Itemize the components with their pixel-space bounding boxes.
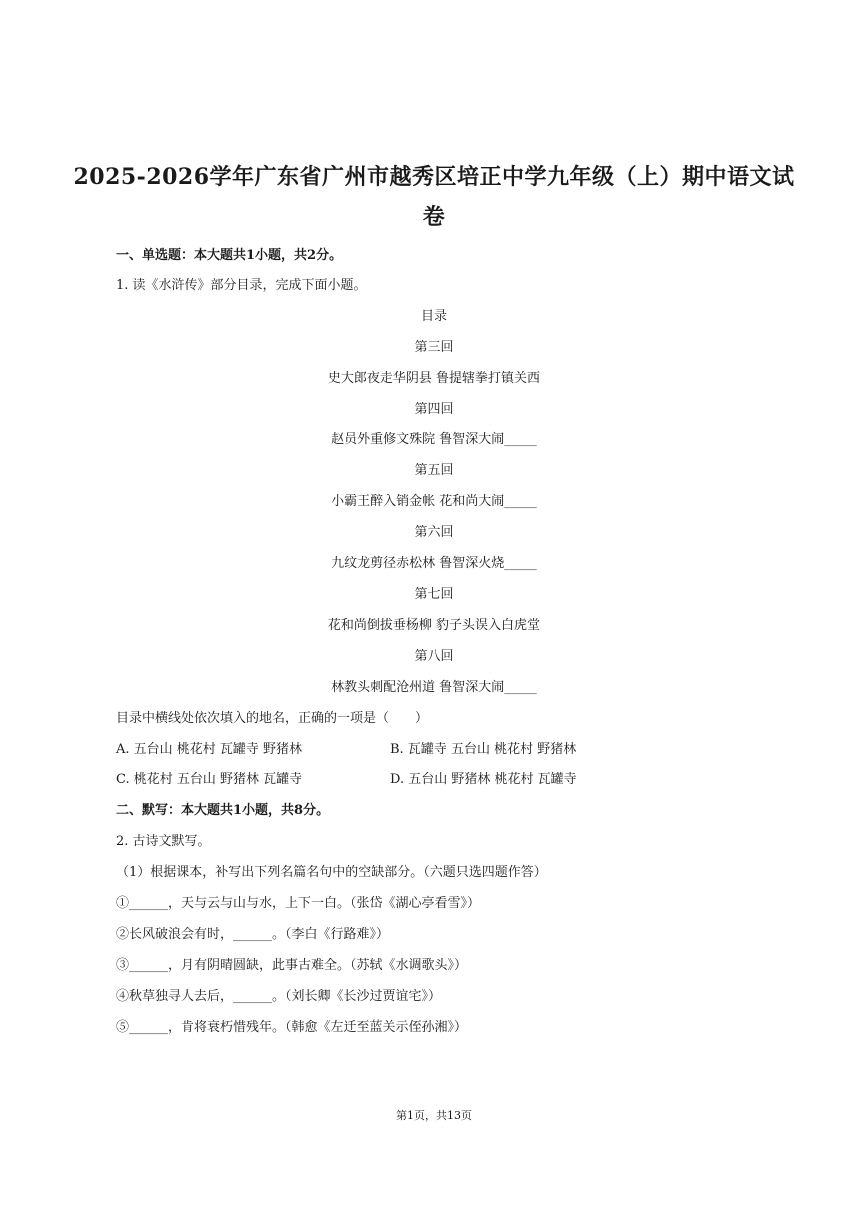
q2-sub1: （1）根据课本，补写出下列名篇名句中的空缺部分。（六题只选四题作答）	[116, 865, 547, 880]
toc-title-4: 赵员外重修文殊院 鲁智深大闹_____	[331, 432, 537, 447]
q2-item-5: ⑤______，肯将衰朽惜残年。（韩愈《左迁至蓝关示侄孙湘》）	[116, 1020, 468, 1035]
q2-item-2: ②长风破浪会有时，______。（李白《行路难》）	[116, 927, 390, 942]
q1-stem: 1. 读《水浒传》部分目录，完成下面小题。	[116, 278, 367, 293]
page-title-line2: 卷	[422, 204, 446, 230]
q2-item-4: ④秋草独寻人去后，______。（刘长卿《长沙过贾谊宅》）	[116, 989, 442, 1004]
toc-chapter-6: 第六回	[414, 525, 454, 540]
toc-title-8: 林教头刺配沧州道 鲁智深大闹_____	[331, 680, 537, 695]
toc-chapter-7: 第七回	[414, 587, 454, 602]
q2-item-3: ③______，月有阴晴圆缺，此事古难全。（苏轼《水调歌头》）	[116, 958, 468, 973]
toc-chapter-4: 第四回	[414, 402, 454, 417]
toc-title-5: 小霸王醉入销金帐 花和尚大闹_____	[331, 494, 537, 509]
toc-title-6: 九纹龙剪径赤松林 鲁智深火烧_____	[331, 556, 537, 571]
q2-stem: 2. 古诗文默写。	[116, 834, 211, 849]
toc-heading: 目录	[420, 309, 447, 324]
toc-chapter-5: 第五回	[414, 463, 454, 478]
option-b: B. 瓦罐寺 五台山 桃花村 野猪林	[390, 742, 577, 757]
section2-heading: 二、默写：本大题共1小题，共8分。	[116, 803, 330, 818]
toc-chapter-3: 第三回	[414, 340, 454, 355]
toc-title-7: 花和尚倒拔垂杨柳 豹子头误入白虎堂	[327, 618, 541, 633]
q1-question: 目录中横线处依次填入的地名，正确的一项是（ ）	[116, 711, 429, 726]
page-title: 2025-2026学年广东省广州市越秀区培正中学九年级（上）期中语文试	[73, 164, 795, 190]
option-d: D. 五台山 野猪林 桃花村 瓦罐寺	[390, 772, 577, 787]
option-c: C. 桃花村 五台山 野猪林 瓦罐寺	[116, 772, 303, 787]
section1-heading: 一、单选题：本大题共1小题，共2分。	[116, 248, 343, 263]
option-a: A. 五台山 桃花村 瓦罐寺 野猪林	[116, 742, 303, 757]
toc-title-3: 史大郎夜走华阴县 鲁提辖拳打镇关西	[327, 371, 541, 386]
toc-chapter-8: 第八回	[414, 649, 454, 664]
q2-item-1: ①______，天与云与山与水，上下一白。（张岱《湖心亭看雪》）	[116, 896, 481, 911]
page-footer: 第1页，共13页	[396, 1109, 472, 1122]
